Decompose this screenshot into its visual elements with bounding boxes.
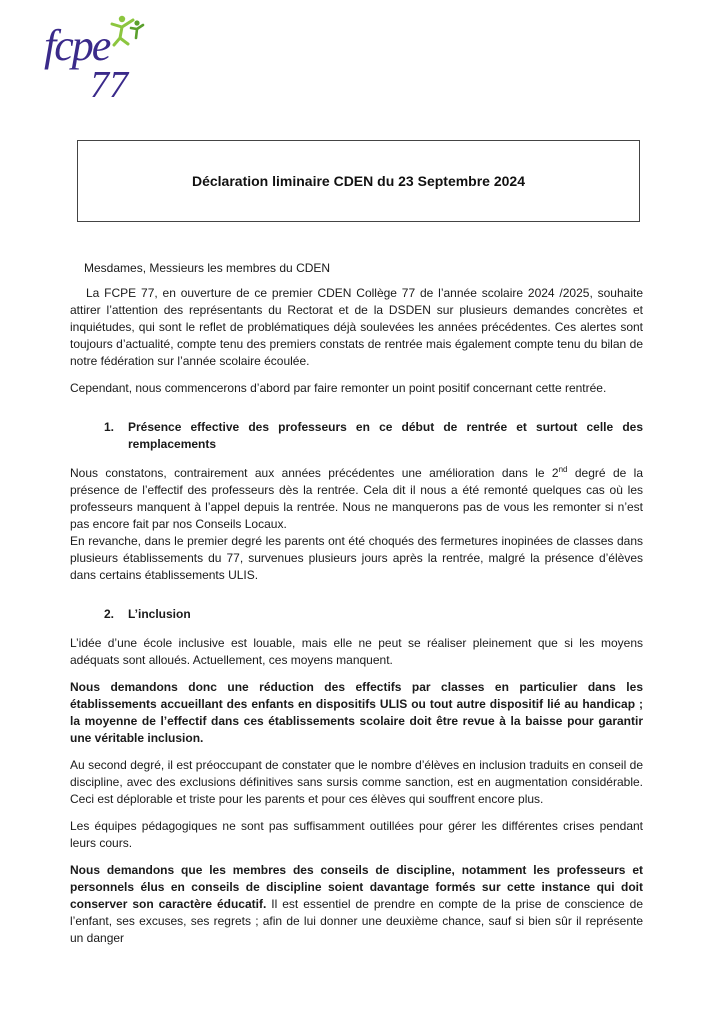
section-2-heading xyxy=(104,606,643,623)
section-2-title: L’inclusion xyxy=(128,607,191,621)
logo-text: fcpe xyxy=(44,21,110,70)
positive-note-paragraph: Cependant, nous commencerons d’abord par faire remonter un point positif concernant cette rentrée. xyxy=(70,381,607,395)
section-2-paragraph-3: Au second degré, il est préoccupant de constater que le nombre d’élèves en inclusion traduits en conseil de discipline, avec des exclusions définitives sans sursis comme sanction, est en augmentation considérable. Ceci est déplorable et triste pour les parents et pour ces élèves qui souffrent encore plus. xyxy=(70,758,643,806)
jumping-figures-icon xyxy=(106,14,146,48)
section-1-number: 1. xyxy=(104,420,115,434)
section-2-p5-rest: Il est essentiel de prendre en compte de la prise de conscience de l’enfant, ses excuses, ses regrets ; afin de lui donner une deuxième chance, sauf si bien sûr il représente un danger xyxy=(70,897,643,945)
section-2-demand-1: Nous demandons donc une réduction des effectifs par classes en particulier dans les établissements accueillant des enfants en dispositifs ULIS ou tout autre dispositif lié au handicap ; la moyenne de l’effectif dans ces établissements scolaire doit être revue à la baisse pour garantir une véritable inclusion. xyxy=(70,680,643,745)
section-1-title: Présence effective des professeurs en ce début de rentrée et surtout celle des remplacements xyxy=(128,420,643,451)
fcpe-77-logo xyxy=(44,14,144,106)
document-body xyxy=(70,260,643,957)
section-1-p1-after: degré de la présence de l’effectif des professeurs dès la rentrée. Cela dit il nous a été remonté quelques cas où les professeurs manquent à l’appel depuis la rentrée. Nous ne manquerons pas de vous les remonter si n’est pas encore fait par nos Conseils Locaux. xyxy=(70,466,643,531)
section-1-paragraph-1 xyxy=(70,465,643,533)
section-2-paragraph-4: Les équipes pédagogiques ne sont pas suffisamment outillées pour gérer les différentes crises pendant leurs cours. xyxy=(70,819,643,850)
section-1-p1-superscript: nd xyxy=(558,465,568,474)
title-box xyxy=(77,140,640,222)
section-2-paragraph-1: L’idée d’une école inclusive est louable, mais elle ne peut se réaliser pleinement que si les moyens adéquats sont alloués. Actuellement, ces moyens manquent. xyxy=(70,636,643,667)
intro-paragraph: La FCPE 77, en ouverture de ce premier CDEN Collège 77 de l’année scolaire 2024 /2025, souhaite attirer l’attention des représentants du Rectorat et de la DSDEN sur plusieurs demandes concrètes et inquiétudes, qui sont le reflet de problématiques déjà soulevées les années précédentes. Ces alertes sont toujours d’actualité, compte tenu des premiers constats de rentrée mais également compte tenu du bilan de notre fédération sur l’année scolaire écoulée. xyxy=(70,286,643,368)
page-title: Déclaration liminaire CDEN du 23 Septembre 2024 xyxy=(191,173,525,189)
salutation: Mesdames, Messieurs les membres du CDEN xyxy=(84,261,331,275)
section-2-paragraph-5 xyxy=(70,862,643,947)
section-2-number: 2. xyxy=(104,607,115,621)
section-1-paragraph-2: En revanche, dans le premier degré les parents ont été choqués des fermetures inopinées de classes dans plusieurs établissements du 77, survenues plusieurs jours après la rentrée, malgré la présence d’élèves dans certains établissements ULIS. xyxy=(70,534,643,582)
section-2-demand-2: Nous demandons que les membres des conseils de discipline, notamment les professeurs et personnels élus en conseils de discipline soient davantage formés sur cette instance qui doit conserver son caractère éducatif. xyxy=(70,863,643,911)
logo-number: 77 xyxy=(90,64,128,106)
section-1-heading xyxy=(104,419,643,453)
section-1-p1-before: Nous constatons, contrairement aux années précédentes une amélioration dans le 2 xyxy=(70,466,559,480)
